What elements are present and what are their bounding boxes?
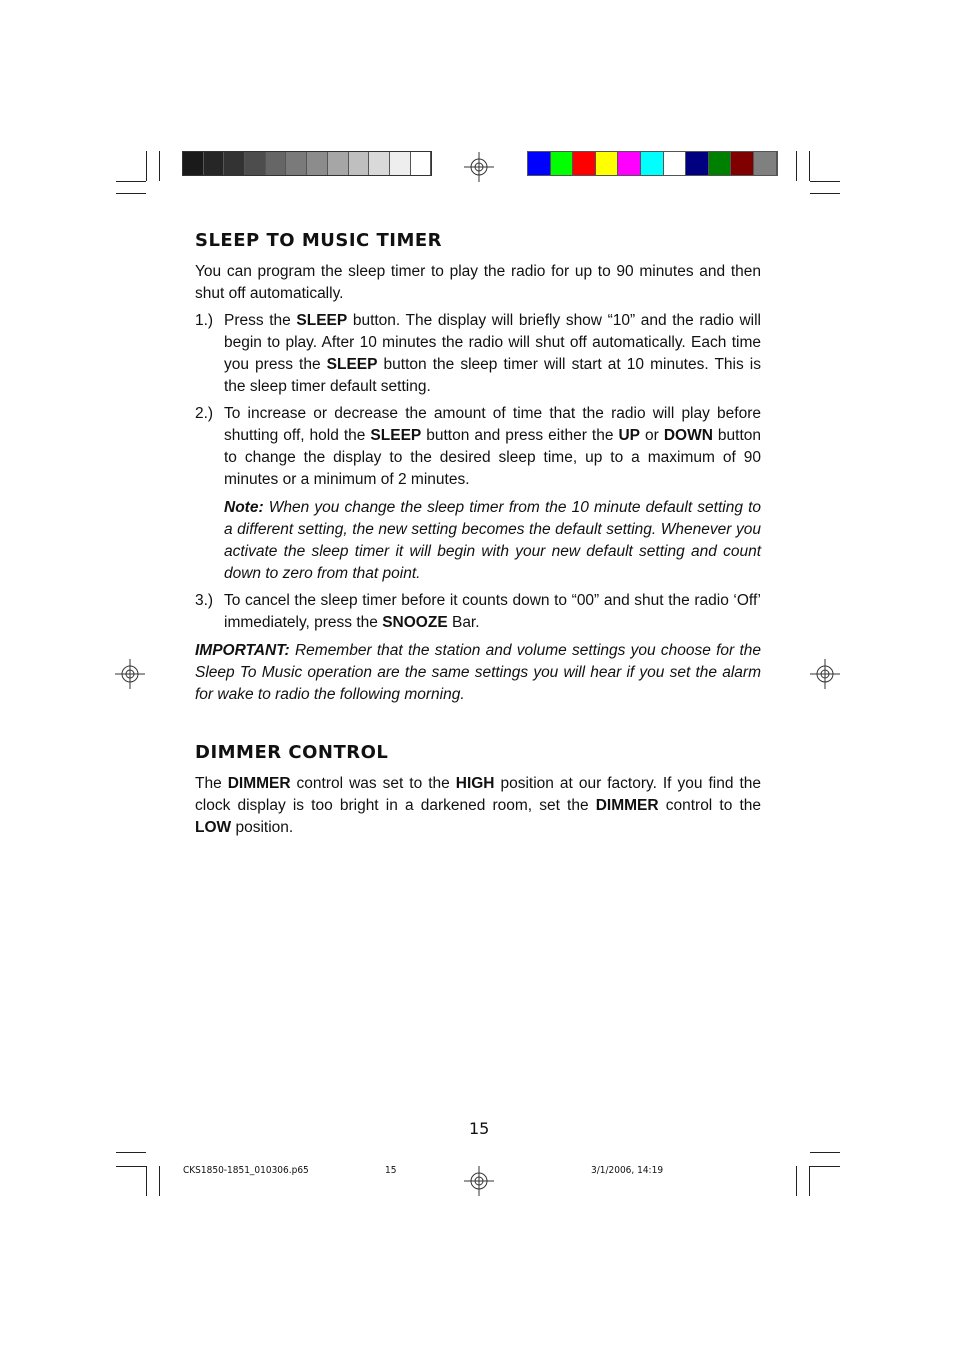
text-run: position at our factory. If you find the clock display is too bright in a darkened room, set the xyxy=(195,775,761,814)
important-text: Remember that the station and volume settings you choose for the Sleep To Music operation are the same settings you will hear if you set the alarm for wake to radio the following morning. xyxy=(195,642,761,703)
registration-mark-icon xyxy=(464,152,494,182)
crop-mark xyxy=(159,1166,160,1196)
grayscale-calibration-bar xyxy=(182,151,432,176)
calibration-swatch xyxy=(328,152,349,175)
text-run: To cancel the sleep timer before it counts down to “00” and shut the radio ‘Off’ immediately, press the xyxy=(224,592,761,631)
calibration-swatch xyxy=(686,152,709,175)
calibration-swatch xyxy=(245,152,266,175)
step-text xyxy=(224,403,761,491)
important-label: IMPORTANT: xyxy=(195,642,290,659)
step-text xyxy=(224,310,761,398)
crop-mark xyxy=(146,1166,147,1196)
note-paragraph xyxy=(224,497,761,585)
calibration-swatch xyxy=(224,152,245,175)
text-run: or xyxy=(640,427,664,444)
calibration-swatch xyxy=(266,152,287,175)
bold-term: UP xyxy=(618,427,641,444)
step-number: 2.) xyxy=(195,405,214,422)
registration-mark-icon xyxy=(810,659,840,689)
bold-term: DOWN xyxy=(663,427,713,444)
dimmer-control-body xyxy=(195,773,761,839)
text-run: control was set to the xyxy=(290,775,456,792)
step-number: 3.) xyxy=(195,592,214,609)
step-text xyxy=(224,590,761,634)
section-heading-sleep-timer: SLEEP TO MUSIC TIMER xyxy=(195,230,443,251)
important-paragraph xyxy=(195,640,761,706)
crop-mark xyxy=(116,1152,146,1153)
calibration-swatch xyxy=(731,152,754,175)
text-run: To increase or decrease the amount of time that the radio will play before shutting off, hold the xyxy=(224,405,761,444)
text-run: button and press either the xyxy=(421,427,619,444)
bold-term: HIGH xyxy=(455,775,495,792)
footer-datetime: 3/1/2006, 14:19 xyxy=(591,1165,664,1176)
calibration-swatch xyxy=(551,152,574,175)
calibration-swatch xyxy=(754,152,777,175)
crop-mark xyxy=(810,193,840,194)
note-label: Note: xyxy=(224,499,264,516)
crop-mark xyxy=(810,181,840,182)
section-heading-dimmer-control: DIMMER CONTROL xyxy=(195,742,389,763)
note-text: When you change the sleep timer from the 10 minute default setting to a different setting, the new setting becomes the default setting. Whenever you activate the sleep timer it will begin with your new default setting and count down to zero from that point. xyxy=(224,499,761,582)
crop-mark xyxy=(796,151,797,181)
crop-mark xyxy=(810,1166,840,1167)
color-calibration-bar xyxy=(527,151,778,176)
bold-term: LOW xyxy=(195,819,232,836)
crop-mark xyxy=(116,193,146,194)
crop-mark xyxy=(809,1166,810,1196)
sleep-timer-intro: You can program the sleep timer to play the radio for up to 90 minutes and then shut off automatically. xyxy=(195,263,761,302)
calibration-swatch xyxy=(641,152,664,175)
text-run: Press the xyxy=(224,312,297,329)
registration-mark-icon xyxy=(115,659,145,689)
calibration-swatch xyxy=(307,152,328,175)
bold-term: DIMMER xyxy=(227,775,291,792)
calibration-swatch xyxy=(664,152,687,175)
bold-term: SLEEP xyxy=(296,312,348,329)
bold-term: SNOOZE xyxy=(382,614,448,631)
text-run: button. The display will briefly show “10” and the radio will begin to play. After 10 minutes the radio will shut off automatically. Each time you press the xyxy=(224,312,762,373)
calibration-swatch xyxy=(411,152,432,175)
text-run: The xyxy=(195,775,228,792)
crop-mark xyxy=(810,1152,840,1153)
crop-mark xyxy=(146,151,147,181)
calibration-swatch xyxy=(204,152,225,175)
crop-mark xyxy=(116,1166,146,1167)
crop-mark xyxy=(116,181,146,182)
bold-term: SLEEP xyxy=(326,356,378,373)
text-run: Bar. xyxy=(447,614,480,631)
calibration-swatch xyxy=(286,152,307,175)
text-run: position. xyxy=(231,819,294,836)
text-run: button the sleep timer will start at 10 minutes. This is the sleep timer default setting. xyxy=(224,356,762,395)
calibration-swatch xyxy=(528,152,551,175)
calibration-swatch xyxy=(618,152,641,175)
text-run: button to change the display to the desired sleep time, up to a maximum of 90 minutes or a minimum of 2 minutes. xyxy=(224,427,761,488)
bold-term: DIMMER xyxy=(595,797,659,814)
registration-mark-icon xyxy=(464,1166,494,1196)
calibration-swatch xyxy=(709,152,732,175)
calibration-swatch xyxy=(183,152,204,175)
crop-mark xyxy=(796,1166,797,1196)
calibration-swatch xyxy=(369,152,390,175)
calibration-swatch xyxy=(573,152,596,175)
calibration-swatch xyxy=(349,152,370,175)
page-number: 15 xyxy=(469,1119,490,1138)
text-run: control to the xyxy=(658,797,761,814)
footer-page: 15 xyxy=(385,1165,397,1176)
calibration-swatch xyxy=(596,152,619,175)
crop-mark xyxy=(809,151,810,181)
footer-filename: CKS1850-1851_010306.p65 xyxy=(183,1165,309,1176)
step-number: 1.) xyxy=(195,312,214,329)
calibration-swatch xyxy=(390,152,411,175)
bold-term: SLEEP xyxy=(370,427,422,444)
crop-mark xyxy=(159,151,160,181)
